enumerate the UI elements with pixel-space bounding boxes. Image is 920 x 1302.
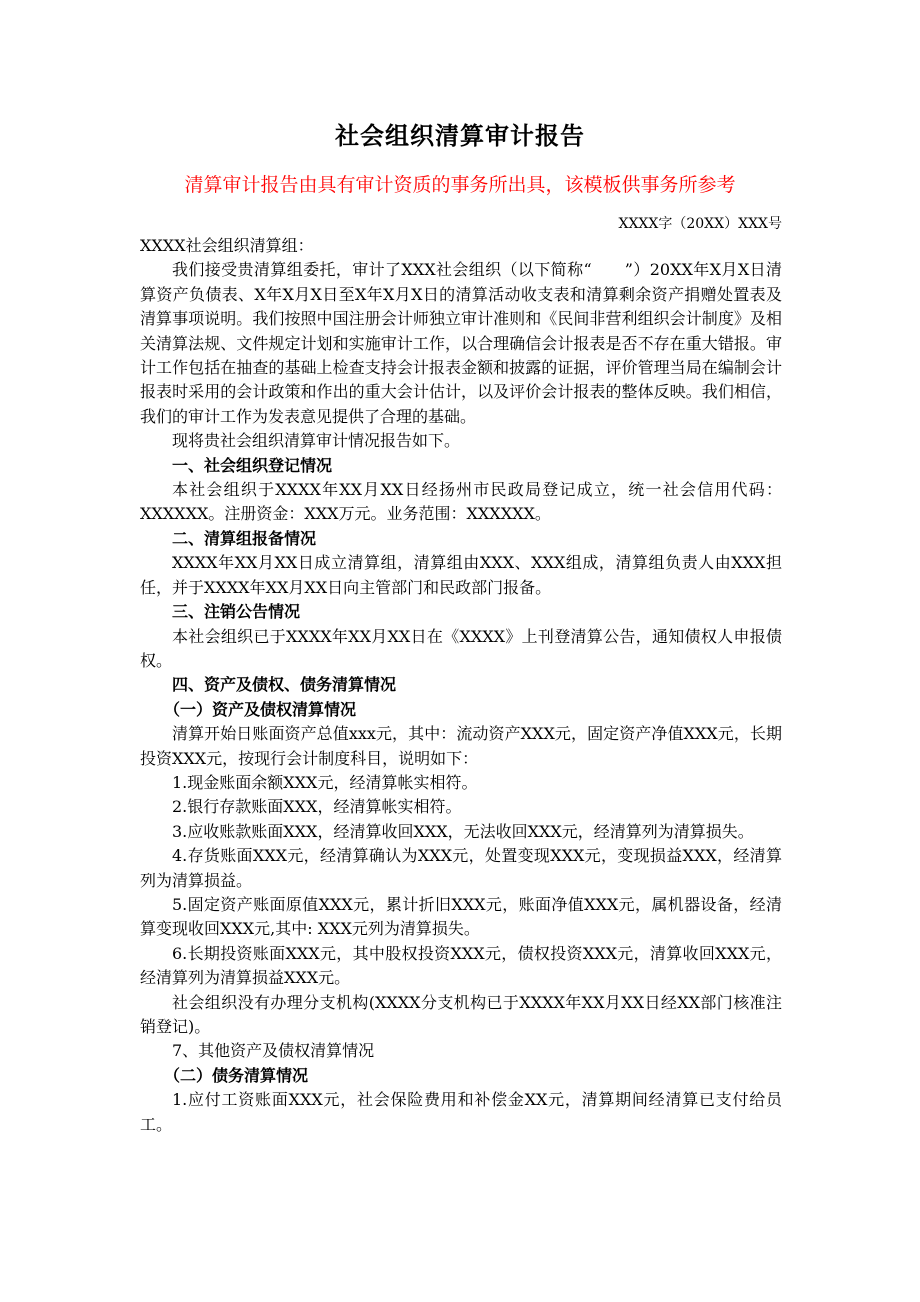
asset-item-1: 1.现金账面余额XXX元，经清算帐实相符。 — [172, 772, 478, 792]
asset-item-2: 2.银行存款账面XXX，经清算帐实相符。 — [172, 797, 462, 817]
section-2-heading: 二、清算组报备情况 — [172, 528, 317, 548]
document-body — [140, 234, 782, 1137]
section-3-text: 本社会组织已于XXXX年XX月XX日在《XXXX》上刊登清算公告，通知债权人申报债权。 — [140, 626, 782, 670]
salutation: XXXX社会组织清算组： — [140, 236, 314, 255]
asset-item-4: 4.存货账面XXX元，经清算确认为XXX元，处置变现XXX元，变现损益XXX，经清算列为清算损益。 — [140, 846, 782, 890]
debt-item-1: 1.应付工资账面XXX元，社会保险费用和补偿金XX元，清算期间经清算已支付给员工。 — [140, 1090, 782, 1134]
asset-item-7: 7、其他资产及债权清算情况 — [172, 1041, 375, 1061]
asset-item-5: 5.固定资产账面原值XXX元，累计折旧XXX元，账面净值XXX元，属机器设备，经清算变现收回XXX元,其中: XXX元列为清算损失。 — [140, 894, 782, 939]
document-title: 社会组织清算审计报告 — [335, 122, 585, 150]
template-notice: 清算审计报告由具有审计资质的事务所出具，该模板供事务所参考 — [184, 174, 736, 196]
intro-paragraph: 我们接受贵清算组委托，审计了XXX社会组织（以下简称“ ”）20XX年X月X日清算资产负债表、X年X月X日至X年X月X日的清算活动收支表和清算剩余资产捐赠处置表及清算事项说明。我们按照中国注册会计师独立审计准则和《民间非营利组织会计制度》及相关清算法规、文件规定计划和实施审计工作，以合理确信会计报表是否不存在重大错报。审计工作包括在抽查的基础上检查支持会计报表金额和披露的证据，评价管理当局在编制会计报表时采用的会计政策和作出的重大会计估计，以及评价会计报表的整体反映。我们相信，我们的审计工作为发表意见提供了合理的基础。 — [140, 260, 782, 426]
branch-note: 社会组织没有办理分支机构(XXXX分支机构已于XXXX年XX月XX日经XX部门核准注销登记)。 — [140, 992, 782, 1036]
section-1-text: 本社会组织于XXXX年XX月XX日经扬州市民政局登记成立，统一社会信用代码：XXXXXX。注册资金：XXX万元。业务范围：XXXXXX。 — [140, 480, 782, 524]
section-4-heading: 四、资产及债权、债务清算情况 — [172, 675, 397, 695]
section-2-text: XXXX年XX月XX日成立清算组，清算组由XXX、XXX组成，清算组负责人由XXX担任，并于XXXX年XX月XX日向主管部门和民政部门报备。 — [140, 553, 782, 597]
asset-item-3: 3.应收账款账面XXX，经清算收回XXX，无法收回XXX元，经清算列为清算损失。 — [172, 821, 754, 841]
report-intro: 现将贵社会组织清算审计情况报告如下。 — [172, 431, 461, 451]
section-4-sub1-heading: （一）资产及债权清算情况 — [164, 699, 357, 719]
section-1-heading: 一、社会组织登记情况 — [172, 455, 333, 475]
section-4-sub1-intro: 清算开始日账面资产总值xxx元，其中：流动资产XXX元，固定资产净值XXX元，长期投资XXX元，按现行会计制度科目，说明如下： — [140, 724, 782, 768]
asset-item-6: 6.长期投资账面XXX元，其中股权投资XXX元，债权投资XXX元，清算收回XXX元，经清算列为清算损益XXX元。 — [140, 943, 782, 988]
section-4-sub2-heading: （二）债务清算情况 — [164, 1065, 309, 1085]
document-number: XXXX字（20XX）XXX号 — [618, 216, 782, 232]
section-3-heading: 三、注销公告情况 — [172, 602, 301, 622]
